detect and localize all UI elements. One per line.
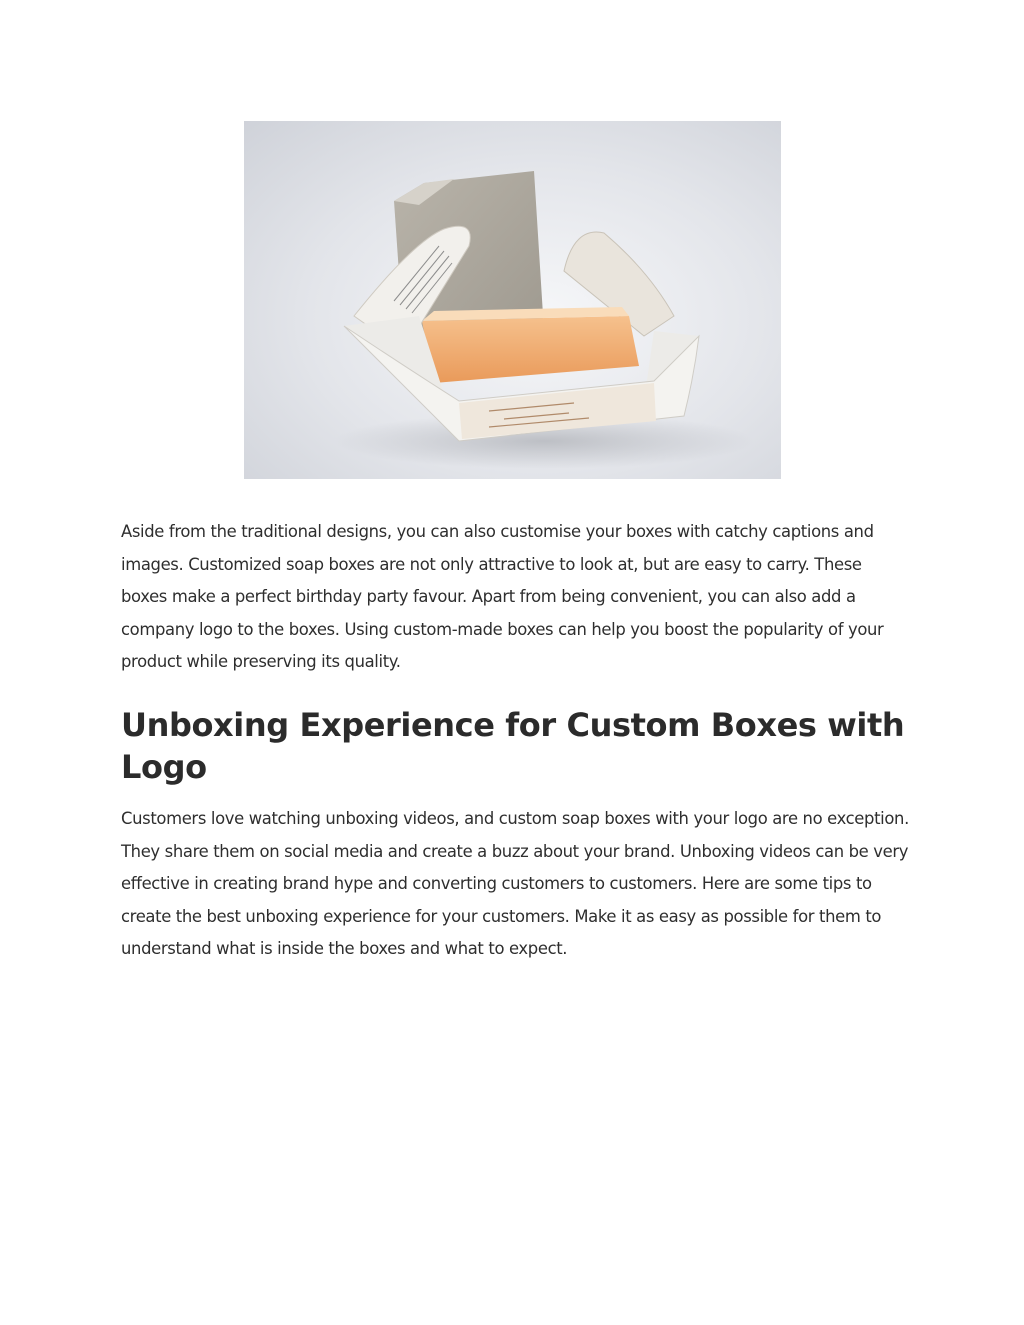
soap-bar xyxy=(422,316,639,383)
intro-paragraph: Aside from the traditional designs, you can also customise your boxes with catchy captions and images. Customized soap boxes are not only attractive to look at, but are easy to carry. These boxes make a perfect birthday party favour. Apart from being convenient, you can also add a company logo to the boxes. Using custom-made boxes can help you boost the popularity of your product while preserving its quality. xyxy=(121,522,884,672)
soap-box-illustration xyxy=(244,121,781,479)
unboxing-paragraph: Customers love watching unboxing videos, and custom soap boxes with your logo are no exception. They share them on social media and create a buzz about your brand. Unboxing videos can be very effective in creating brand hype and converting customers to customers. Here are some tips to create the best unboxing experience for your customers. Make it as easy as possible for them to understand what is inside the boxes and what to expect. xyxy=(121,809,909,959)
soap-box-photo xyxy=(244,121,781,479)
section-heading: Unboxing Experience for Custom Boxes with Logo xyxy=(121,706,905,786)
